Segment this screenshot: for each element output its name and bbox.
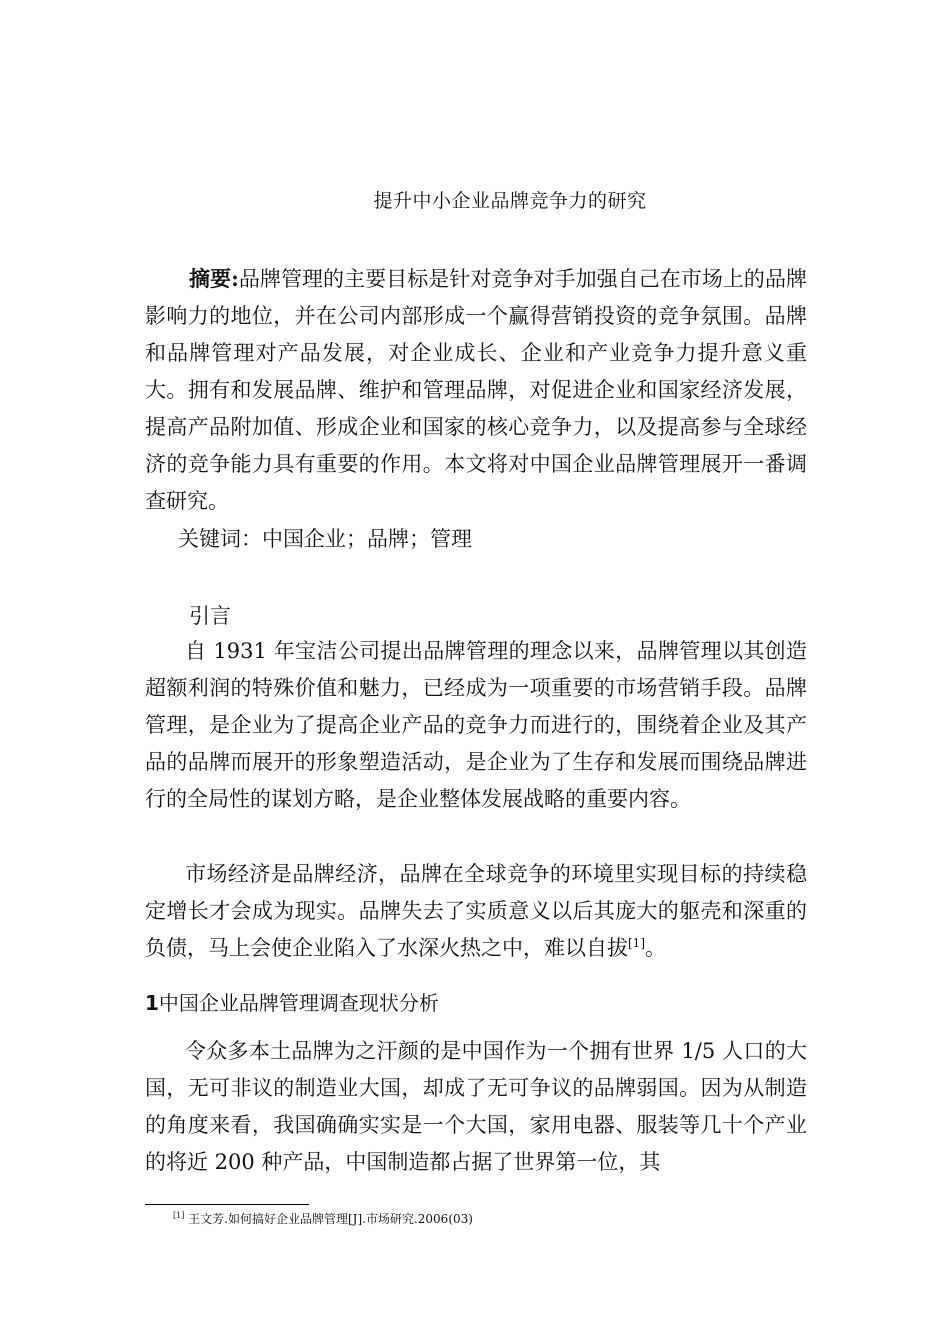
- footnote-marker: [1]: [173, 1211, 185, 1220]
- footnote-text: 王文芳.如何搞好企业品牌管理[J].市场研究.2006(03): [184, 1212, 473, 1226]
- intro-paragraph-2-text: 市场经济是品牌经济，品牌在全球竞争的环境里实现目标的持续稳定增长才会成为现实。品牌失去了实质意义以后其庞大的躯壳和深重的负债，马上会使企业陷入了水深火热之中，难以自拔: [145, 862, 807, 960]
- abstract-label: 摘要:: [189, 266, 239, 291]
- abstract-paragraph: [145, 260, 807, 520]
- footnote: [173, 1211, 473, 1227]
- section-1-title: 中国企业品牌管理调查现状分析: [158, 991, 439, 1015]
- section-1-number: 1: [145, 991, 159, 1015]
- intro-paragraph-2: [145, 856, 807, 967]
- intro-paragraph-1: 自 1931 年宝洁公司提出品牌管理的理念以来，品牌管理以其创造超额利润的特殊价值和魅力，已经成为一项重要的市场营销手段。品牌管理，是企业为了提高企业产品的竞争力而进行的，围绕着企业及其产品的品牌而展开的形象塑造活动，是企业为了生存和发展而围绕品牌进行的全局性的谋划方略，是企业整体发展战略的重要内容。: [145, 639, 807, 811]
- section-1-paragraph-1: 令众多本土品牌为之汗颜的是中国作为一个拥有世界 1/5 人口的大国，无可非议的制造业大国，却成了无可争议的品牌弱国。因为从制造的角度来看，我国确确实实是一个大国，家用电器、服装等几十个产业的将近 200 种产品，中国制造都占据了世界第一位，其: [145, 1039, 807, 1174]
- intro-paragraph-2-end: 。: [645, 936, 666, 960]
- document-title: 提升中小企业品牌竞争力的研究: [373, 190, 647, 212]
- abstract-text: 品牌管理的主要目标是针对竞争对手加强自己在市场上的品牌影响力的地位，并在公司内部形成一个赢得营销投资的竞争氛围。品牌和品牌管理对产品发展，对企业成长、企业和产业竞争力提升意义重大。拥有和发展品牌、维护和管理品牌，对促进企业和国家经济发展，提高产品附加值、形成企业和国家的核心竞争力，以及提高参与全球经济的竞争能力具有重要的作用。本文将对中国企业品牌管理展开一番调查研究。: [145, 267, 807, 513]
- intro-heading: 引言: [189, 604, 231, 628]
- footnote-separator: [145, 1204, 309, 1205]
- section-1-heading: [145, 988, 439, 1018]
- citation-ref: [1]: [628, 936, 645, 950]
- keywords-line: 关键词：中国企业；品牌；管理: [178, 527, 472, 551]
